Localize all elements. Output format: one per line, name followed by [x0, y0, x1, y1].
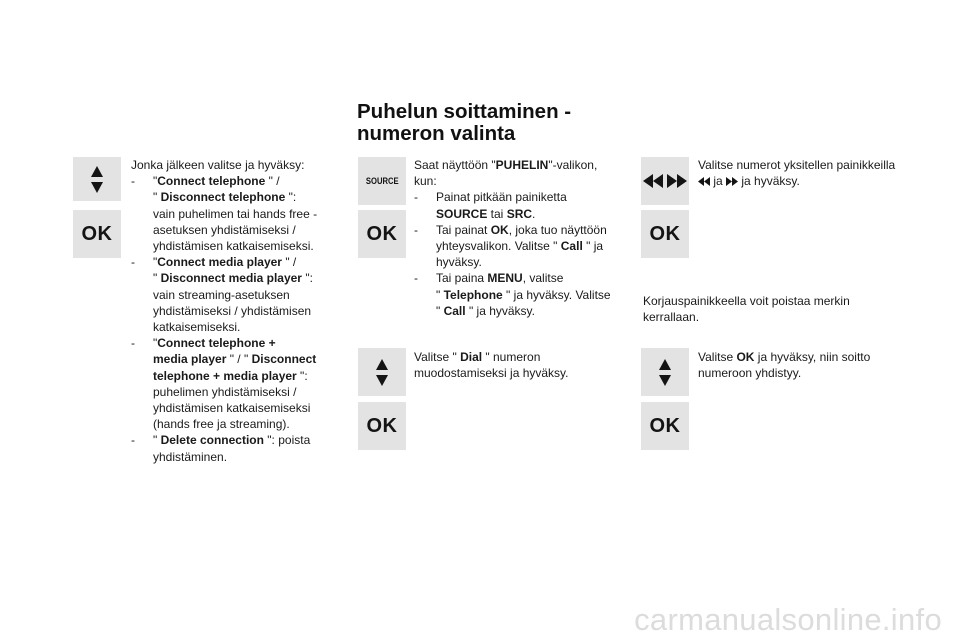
source-button-label: SOURCE	[365, 176, 399, 186]
up-down-button[interactable]	[73, 157, 121, 201]
list-item: - Tai paina MENU, valitse " Telephone " ja hyväksy. Valitse " Call " ja hyväksy.	[414, 271, 611, 318]
arrow-down-icon	[91, 182, 103, 193]
page-title: Puhelun soittaminen - numeron valinta	[357, 100, 572, 145]
ok-button[interactable]: OK	[358, 210, 406, 258]
seek-buttons[interactable]	[641, 157, 689, 205]
arrow-up-icon	[659, 359, 671, 370]
column-2-text: Saat näyttöön "PUHELIN"-valikon, kun: - Painat pitkään painiketta SOURCE tai SRC. - Tai painat OK, joka tuo näyttöön yhteysvalikon. Valitse " Call " ja hyväksy. - Tai paina MENU, valitse " Telephone " ja hyväksy. Valitse " Call " ja hyväksy.	[414, 157, 626, 319]
seek-forward-icon	[726, 177, 738, 186]
ok-button[interactable]: OK	[73, 210, 121, 258]
seek-back-forward-icon	[643, 174, 687, 188]
list-item: - Painat pitkään painiketta SOURCE tai SRC.	[414, 190, 567, 221]
watermark: carmanualsonline.info	[634, 602, 942, 637]
correction-text: Korjauspainikkeella voit poistaa merkin kerrallaan.	[643, 294, 850, 325]
list-item: - "Connect telephone + media player " / " Disconnect telephone + media player ": puhelimen yhdistämiseksi / yhdistämisen katkaisemiseksi (hands free ja streaming).	[131, 336, 317, 432]
arrow-up-icon	[91, 166, 103, 177]
digit-selection-text: Valitse numerot yksitellen painikkeilla ja ja hyväksy.	[698, 158, 896, 189]
arrow-down-icon	[659, 375, 671, 386]
seek-back-icon	[698, 177, 710, 186]
list-item: - "Connect media player " / " Disconnect media player ": vain streaming-asetuksen yhdistämiseksi / yhdistämisen katkaisemiseksi.	[131, 255, 313, 335]
list-item: - "Connect telephone " / " Disconnect telephone ": vain puhelimen tai hands free - asetuksen yhdistämiseksi / yhdistämisen katkaisemiseksi.	[131, 174, 318, 254]
column-1-text	[131, 157, 331, 465]
ok-button[interactable]: OK	[641, 402, 689, 450]
source-button[interactable]	[358, 157, 406, 205]
arrow-down-icon	[376, 375, 388, 386]
ok-button[interactable]: OK	[641, 210, 689, 258]
ok-button[interactable]: OK	[358, 402, 406, 450]
dial-instruction: Valitse " Dial " numeron muodostamiseksi ja hyväksy.	[414, 350, 569, 381]
intro-text: Jonka jälkeen valitse ja hyväksy:	[131, 158, 305, 172]
call-confirm-text: Valitse OK ja hyväksy, niin soitto numeroon yhdistyy.	[698, 350, 871, 381]
up-down-button[interactable]	[641, 348, 689, 396]
list-item: - Tai painat OK, joka tuo näyttöön yhteysvalikon. Valitse " Call " ja hyväksy.	[414, 222, 607, 270]
arrow-up-icon	[376, 359, 388, 370]
list-item: - " Delete connection ": poista yhdistäminen.	[131, 433, 311, 464]
up-down-button[interactable]	[358, 348, 406, 396]
